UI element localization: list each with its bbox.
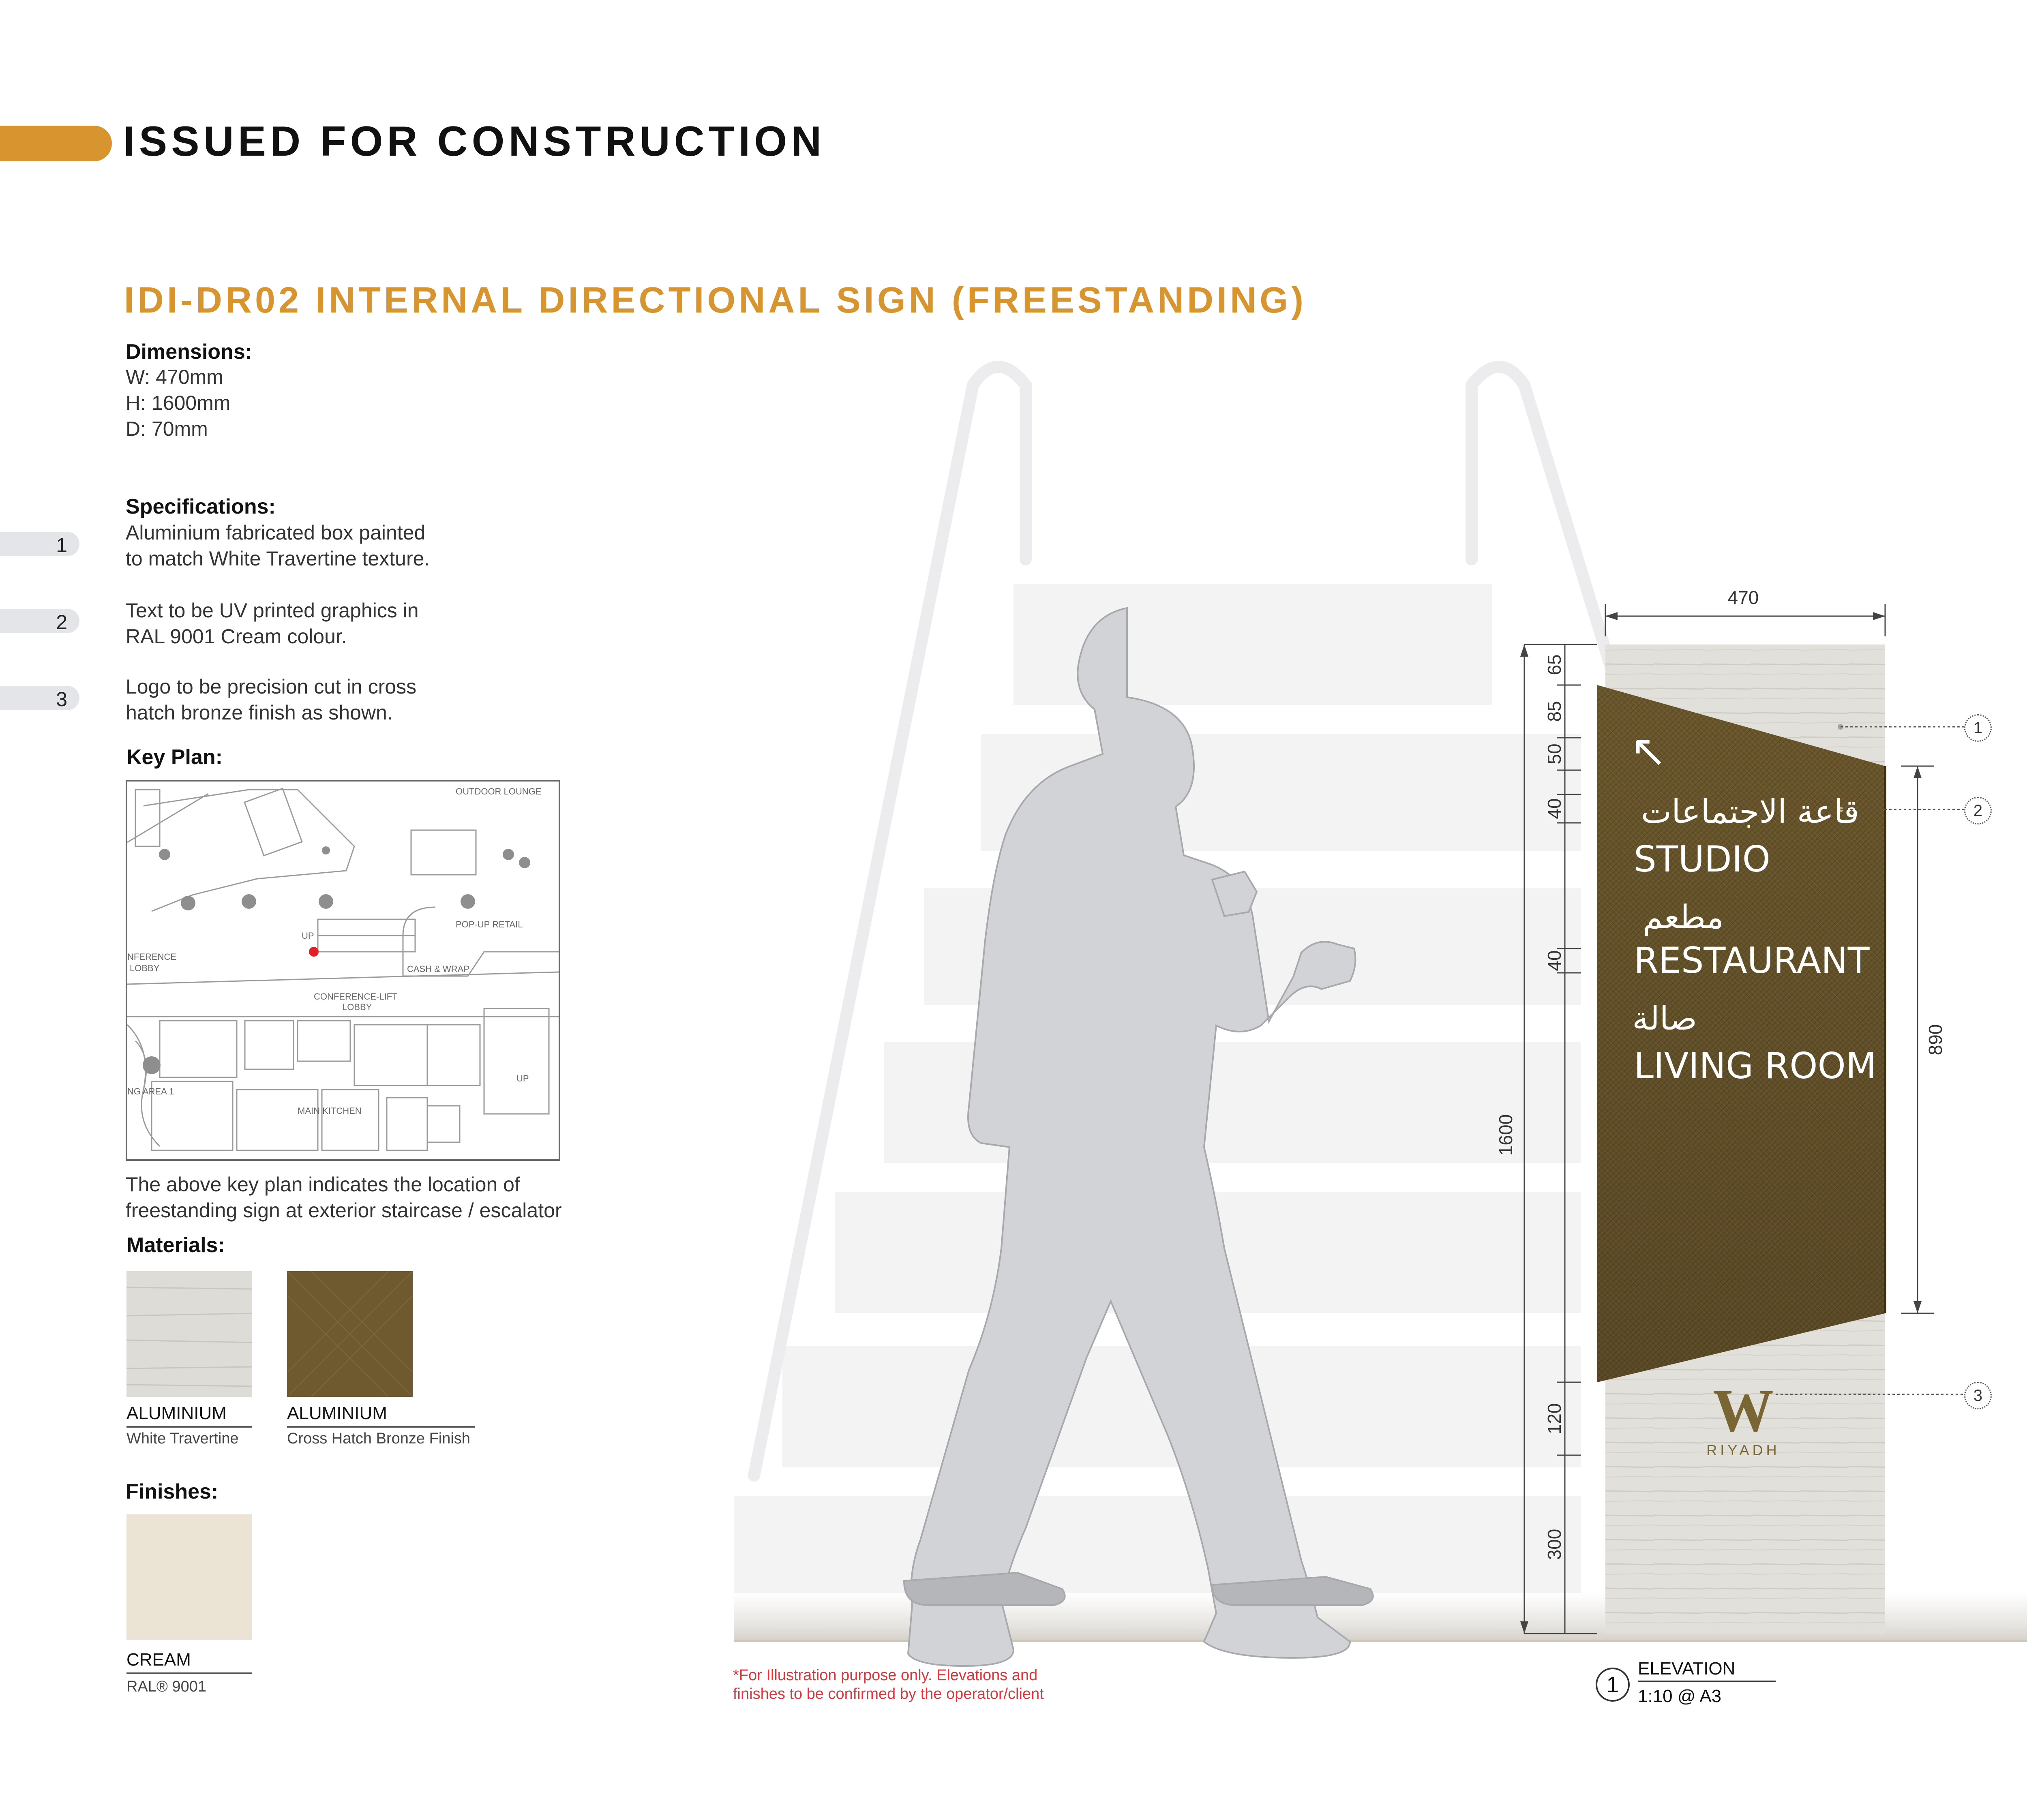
material-name: ALUMINIUM [126, 1403, 252, 1428]
caption-scale: 1:10 @ A3 [1638, 1686, 1722, 1706]
key-plan-text: POP-UP RETAIL [456, 919, 523, 929]
caption-number: 1 [1596, 1668, 1630, 1702]
sign-line-english: RESTAURANT [1634, 940, 1870, 981]
spec-line: Aluminium fabricated box painted [126, 521, 426, 544]
illustration-note [733, 1666, 1044, 1703]
dim-stack: 50 [1544, 743, 1565, 764]
spec-number-tab: 1 [0, 532, 79, 556]
dim-stack: 300 [1544, 1529, 1565, 1560]
key-plan-text: CASH & WRAP [407, 964, 470, 974]
key-plan-text: CONFERENCE-LIFT [314, 991, 398, 1002]
spec-number-tab: 2 [0, 609, 79, 633]
spec-number-tab: 3 [0, 686, 79, 710]
callout-2: 2 [1964, 797, 1992, 824]
callout-3: 3 [1964, 1382, 1992, 1409]
key-plan-text: LOBBY [342, 1002, 372, 1012]
finish-name: CREAM [126, 1650, 252, 1674]
sign-line-english: STUDIO [1634, 838, 1771, 880]
finish-code: RAL® 9001 [126, 1678, 207, 1695]
dimension-depth: D: 70mm [126, 418, 208, 440]
material-name: ALUMINIUM [287, 1403, 475, 1428]
material-finish: White Travertine [126, 1430, 239, 1447]
key-plan-label: Key Plan: [126, 745, 223, 769]
w-logo-icon: W [1713, 1377, 1774, 1444]
note-line: *For Illustration purpose only. Elevations and [733, 1667, 1038, 1684]
callout-1: 1 [1964, 714, 1992, 742]
caption-title: ELEVATION [1638, 1659, 1776, 1682]
dimension-height: H: 1600mm [126, 392, 231, 414]
materials-label: Materials: [126, 1233, 225, 1257]
spec-line: Logo to be precision cut in cross [126, 675, 417, 698]
key-plan-text: UP [516, 1073, 529, 1083]
material-finish: Cross Hatch Bronze Finish [287, 1430, 470, 1447]
key-plan-text: NFERENCE [127, 952, 177, 962]
dimension-width: W: 470mm [126, 366, 223, 388]
page-title: IDI-DR02 INTERNAL DIRECTIONAL SIGN (FREESTANDING) [124, 280, 1307, 321]
sign-line-arabic: مطعم [1642, 898, 1724, 936]
dim-stack: 65 [1544, 654, 1565, 675]
key-plan-caption-line: The above key plan indicates the location of [126, 1173, 520, 1196]
logo-text: RIYADH [1706, 1442, 1780, 1458]
specifications-label: Specifications: [126, 495, 276, 518]
sign-line-arabic: قاعة الاجتماعات [1641, 793, 1859, 831]
key-plan-text: LOBBY [130, 963, 160, 973]
dim-width: 470 [1727, 587, 1759, 608]
key-plan-caption-line: freestanding sign at exterior staircase / escalator [126, 1199, 562, 1222]
spec-line: RAL 9001 Cream colour. [126, 625, 347, 648]
sign-arrow-icon: ↖ [1630, 725, 1667, 777]
sign-line-english: LIVING ROOM [1634, 1045, 1877, 1087]
key-plan-text: NG AREA 1 [127, 1086, 174, 1096]
key-plan-text: UP [302, 931, 314, 941]
dim-panel-height: 890 [1925, 1024, 1946, 1056]
status-title: ISSUED FOR CONSTRUCTION [123, 118, 826, 165]
key-plan-text: OUTDOOR LOUNGE [456, 786, 542, 797]
dim-stack: 40 [1544, 798, 1565, 819]
spec-line: Text to be UV printed graphics in [126, 599, 419, 622]
dimensions-label: Dimensions: [126, 340, 253, 364]
sign-line-arabic: صالة [1632, 1000, 1697, 1037]
finishes-label: Finishes: [126, 1480, 219, 1503]
dim-stack: 40 [1544, 950, 1565, 971]
dim-stack: 85 [1544, 701, 1565, 722]
spec-line: hatch bronze finish as shown. [126, 701, 393, 724]
spec-line: to match White Travertine texture. [126, 547, 430, 570]
key-plan-text: MAIN KITCHEN [298, 1106, 362, 1116]
dim-stack: 120 [1544, 1403, 1565, 1435]
note-line: finishes to be confirmed by the operator/client [733, 1685, 1044, 1702]
dim-height: 1600 [1495, 1114, 1516, 1156]
